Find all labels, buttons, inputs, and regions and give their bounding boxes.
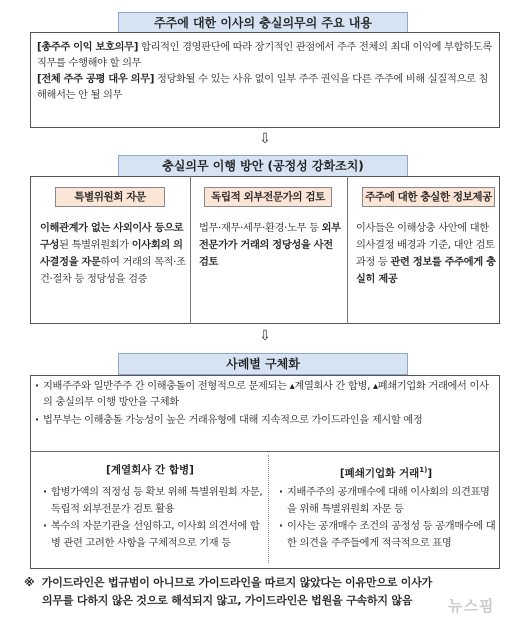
section1-title: 주주에 대한 이사의 충실의무의 주요 내용: [118, 12, 408, 34]
section1-paragraph-1: [총주주 이익 보호의무] 합리적인 경영판단에 따라 장기적인 관점에서 주주 전체의 최대 이익에 부합하도록 직무를 수행해야 할 의무: [37, 42, 492, 69]
section3-bullet-1: · 지배주주와 일반주주 간 이해충돌이 전형적으로 문제되는 ▴계열회사 간 합병, ▴폐쇄기업화 거래에서 이사의 충실의무 이행 방안을 구체화: [34, 379, 496, 411]
col-header-information: 주주에 대한 충실한 정보제공: [362, 187, 495, 207]
merger-bullet-1: · 합병가액의 적정성 등 확보 위해 특별위원회 자문, 독립적 외부전문가 검토 활용: [42, 484, 264, 518]
col-header-external-expert: 독립적 외부전문가의 검토: [204, 187, 332, 207]
section2-divider-1: [190, 176, 191, 324]
footnote-line-2: 의무를 다하지 않은 것으로 해석되지 않고, 가이드라인은 법원을 구속하지 않음: [42, 594, 413, 607]
footnote-line-1: ※ 가이드라인은 법규범이 아니므로 가이드라인을 따르지 않았다는 이유만으로 이사가: [24, 576, 433, 589]
section3-bullets: [34, 379, 496, 429]
going-private-title: [폐쇄기업화 거래$^{1)}$]: [339, 466, 433, 480]
col-text-special-committee: 이해관계가 없는 사외이사 등으로 구성된 특별위원회가 이사회의 의사결정을 자문하여 거래의 목적·조건·절차 등 정당성을 검증: [40, 223, 186, 285]
going-private-bullet-2: · 이사는 공개매수 조건의 공정성 등 공개매수에 대한 의견을 주주들에게 적극적으로 표명: [278, 518, 496, 552]
watermark: 뉴스핌: [448, 597, 495, 615]
merger-bullet-2: · 복수의 자문기관을 선임하고, 이사회 의견서에 합병 관련 고려한 사항을 구체적으로 기재 등: [42, 518, 264, 552]
section2-title: 충실의무 이행 방안 (공정성 강화조치): [118, 155, 408, 177]
section3-bullet-2: · 법무부는 이해충돌 가능성이 높은 거래유형에 대해 지속적으로 가이드라인을 제시할 예정: [34, 413, 496, 429]
section3-sub-divider: [268, 455, 269, 563]
going-private-bullet-1: · 지배주주의 공개매수에 대해 이사회의 의견표명을 위해 특별위원회 자문 등: [278, 484, 496, 518]
col-text-external-expert: 법무·재무·세무·환경·노무 등 외부전문가가 거래의 정당성을 사전 검토: [199, 223, 341, 268]
col-header-special-committee: 특별위원회 자문: [55, 187, 165, 207]
col-text-information: 이사들은 이해상충 사안에 대한 의사결정 배경과 기준, 대안 검토 과정 등 관련 정보를 주주에게 충실히 제공: [356, 223, 496, 285]
going-private-bullets: [278, 484, 496, 552]
down-arrow-icon-2: ⇩: [259, 328, 271, 344]
merger-title: [계열회사 간 합병]: [106, 464, 194, 476]
merger-bullets: [42, 484, 264, 552]
down-arrow-icon: ⇩: [259, 131, 271, 147]
section3-separator: [30, 451, 500, 452]
section1-box: [30, 32, 500, 128]
section2-divider-2: [347, 176, 348, 324]
section3-title: 사례별 구체화: [118, 353, 408, 375]
section1-paragraph-2: [전체 주주 공평 대우 의무] 정당화될 수 있는 사유 없이 일부 주주 권익을 다른 주주에 비해 실질적으로 침해해서는 안 될 의무: [37, 74, 489, 101]
